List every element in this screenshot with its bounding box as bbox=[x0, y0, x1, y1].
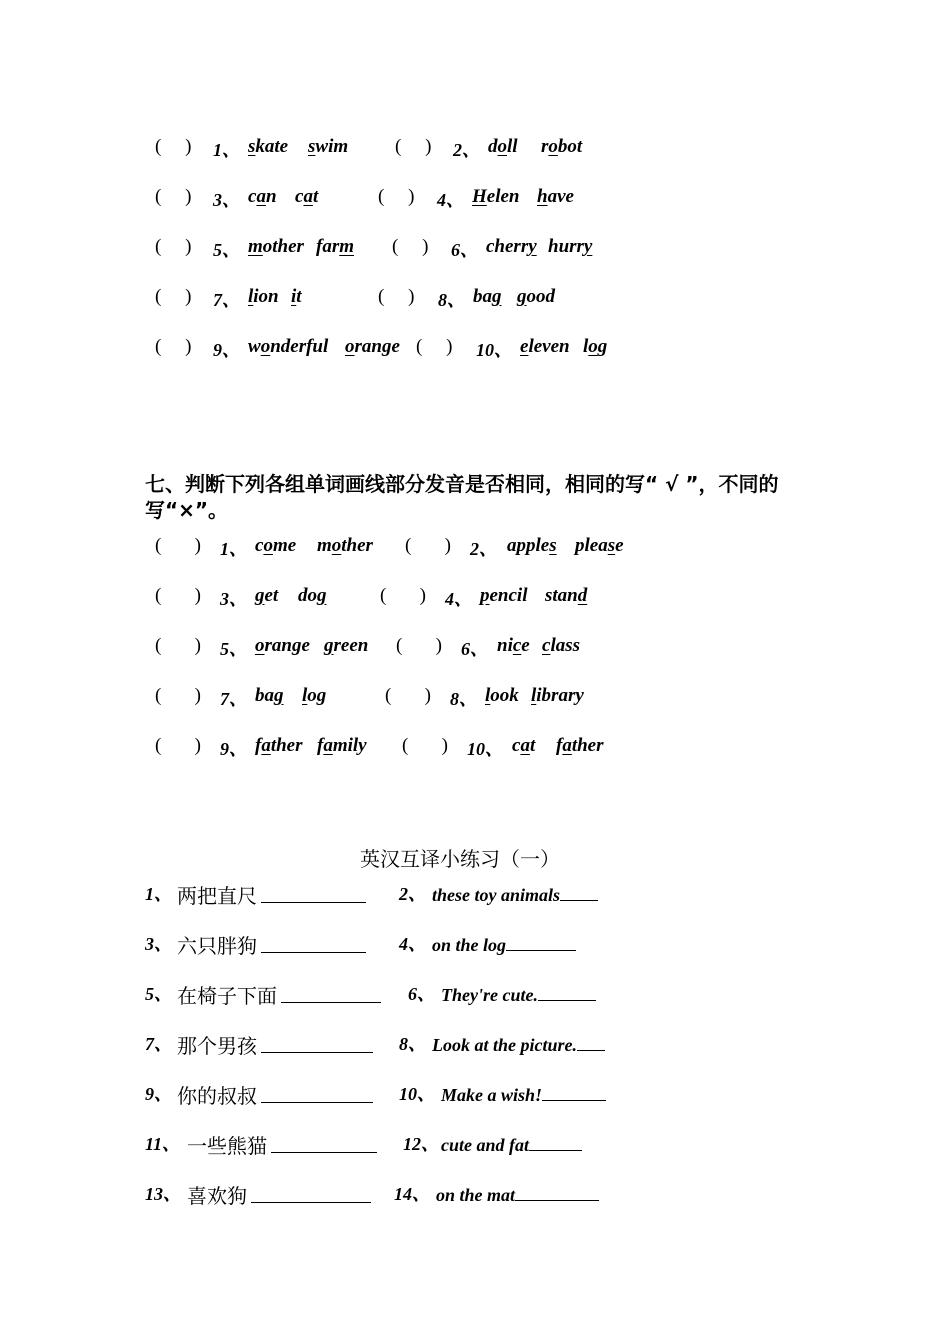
answer-parentheses[interactable]: ( ) bbox=[385, 685, 431, 706]
exercise-item bbox=[0, 535, 950, 565]
word-1: wonderful bbox=[248, 336, 329, 357]
prompt-text: 喜欢狗 bbox=[187, 1180, 371, 1209]
answer-parentheses[interactable]: ( ) bbox=[155, 236, 192, 257]
underlined-letters: a bbox=[562, 735, 572, 756]
underlined-letters: h bbox=[537, 186, 548, 207]
item-number: 10、 bbox=[476, 340, 512, 360]
word-2: please bbox=[575, 535, 624, 556]
underlined-letters: g bbox=[274, 685, 284, 706]
word-1: get bbox=[255, 585, 279, 606]
answer-parentheses[interactable]: ( ) bbox=[392, 236, 429, 257]
word-1: bag bbox=[473, 286, 502, 307]
underlined-letters: o bbox=[263, 535, 273, 556]
prompt-text: on the mat bbox=[436, 1180, 599, 1206]
word-1: bag bbox=[255, 685, 284, 706]
prompt-text: on the log bbox=[432, 930, 576, 956]
underlined-letters: e bbox=[520, 336, 529, 357]
answer-blank[interactable] bbox=[538, 980, 596, 1001]
answer-parentheses[interactable]: ( ) bbox=[155, 585, 201, 606]
item-number: 5、 bbox=[213, 240, 240, 260]
answer-parentheses[interactable]: ( ) bbox=[155, 286, 192, 307]
underlined-letters: s bbox=[248, 136, 256, 157]
answer-parentheses[interactable]: ( ) bbox=[155, 735, 201, 756]
underlined-letters: o bbox=[260, 336, 271, 357]
item-number: 7、 bbox=[220, 689, 247, 709]
exercise-item bbox=[0, 136, 950, 166]
translation-item bbox=[0, 880, 950, 912]
prompt-text: Make a wish! bbox=[441, 1080, 606, 1106]
underlined-letters: a bbox=[303, 186, 313, 207]
item-number: 9、 bbox=[213, 340, 240, 360]
word-2: family bbox=[317, 735, 367, 756]
answer-blank[interactable] bbox=[542, 1080, 606, 1101]
word-2: father bbox=[556, 735, 604, 756]
word-1: look bbox=[485, 685, 519, 706]
word-2: swim bbox=[308, 136, 349, 157]
underlined-letters: o bbox=[497, 136, 507, 157]
underlined-letters: y bbox=[528, 236, 537, 257]
item-number: 6、 bbox=[408, 984, 435, 1004]
item-number: 12、 bbox=[403, 1134, 439, 1154]
translation-item bbox=[0, 1080, 950, 1112]
item-number: 6、 bbox=[461, 639, 488, 659]
word-2: log bbox=[583, 336, 608, 357]
item-number: 4、 bbox=[437, 190, 464, 210]
underlined-letters: o bbox=[548, 136, 558, 157]
word-2: robot bbox=[541, 136, 583, 157]
answer-blank[interactable] bbox=[515, 1180, 599, 1201]
item-number: 10、 bbox=[467, 739, 503, 759]
word-1: apples bbox=[507, 535, 557, 556]
word-1: orange bbox=[255, 635, 310, 656]
word-1: mother bbox=[248, 236, 304, 257]
prompt-text: these toy animals bbox=[432, 880, 598, 906]
answer-blank[interactable] bbox=[560, 880, 598, 901]
underlined-letters: o bbox=[345, 336, 355, 357]
underlined-letters: a bbox=[520, 735, 530, 756]
answer-blank[interactable] bbox=[506, 930, 576, 951]
translation-item bbox=[0, 1030, 950, 1062]
underlined-letters: o bbox=[588, 336, 598, 357]
item-number: 5、 bbox=[145, 984, 172, 1004]
prompt-text: 你的叔叔 bbox=[177, 1080, 373, 1109]
underlined-letters: y bbox=[583, 236, 593, 257]
word-1: skate bbox=[248, 136, 289, 157]
underlined-letters: m bbox=[339, 236, 355, 257]
word-1: cherry bbox=[486, 236, 537, 257]
prompt-text: 一些熊猫 bbox=[187, 1130, 377, 1159]
underlined-letters: g bbox=[324, 635, 334, 656]
word-2: orange bbox=[345, 336, 400, 357]
item-number: 13、 bbox=[145, 1184, 181, 1204]
underlined-letters: o bbox=[331, 535, 342, 556]
exercise-item bbox=[0, 286, 950, 316]
item-number: 1、 bbox=[220, 539, 247, 559]
word-2: class bbox=[542, 635, 581, 656]
word-2: log bbox=[302, 685, 327, 706]
word-2: it bbox=[291, 286, 302, 307]
word-1: Helen bbox=[472, 186, 520, 207]
underlined-letters: c bbox=[512, 635, 522, 656]
word-2: green bbox=[324, 635, 369, 656]
exercise-item bbox=[0, 336, 950, 366]
item-number: 6、 bbox=[451, 240, 478, 260]
answer-parentheses[interactable]: ( ) bbox=[416, 336, 453, 357]
item-number: 4、 bbox=[399, 934, 426, 954]
word-1: eleven bbox=[520, 336, 570, 357]
answer-parentheses[interactable]: ( ) bbox=[405, 535, 451, 556]
prompt-text: 六只胖狗 bbox=[177, 930, 366, 959]
item-number: 11、 bbox=[145, 1134, 181, 1154]
section-7-title: 七、判断下列各组单词画线部分发音是否相同，相同的写“ √ ”，不同的写“×”。 bbox=[145, 472, 779, 522]
word-2: have bbox=[537, 186, 574, 207]
word-2: good bbox=[517, 286, 555, 307]
underlined-letters: g bbox=[317, 585, 327, 606]
underlined-letters: s bbox=[549, 535, 557, 556]
item-number: 9、 bbox=[220, 739, 247, 759]
answer-parentheses[interactable]: ( ) bbox=[155, 336, 192, 357]
answer-parentheses[interactable]: ( ) bbox=[155, 535, 201, 556]
underlined-letters: g bbox=[492, 286, 502, 307]
translation-item bbox=[0, 1180, 950, 1212]
word-2: stand bbox=[545, 585, 588, 606]
word-1: doll bbox=[488, 136, 518, 157]
item-number: 8、 bbox=[450, 689, 477, 709]
translation-item bbox=[0, 930, 950, 962]
word-2: hurry bbox=[548, 236, 593, 257]
word-1: cat bbox=[512, 735, 536, 756]
underlined-letters: l bbox=[248, 286, 254, 307]
underlined-letters: H bbox=[472, 186, 487, 207]
item-number: 4、 bbox=[445, 589, 472, 609]
item-number: 1、 bbox=[145, 884, 172, 904]
underlined-letters: d bbox=[577, 585, 588, 606]
underlined-letters: o bbox=[255, 635, 265, 656]
word-2: farm bbox=[316, 236, 355, 257]
underlined-letters: a bbox=[256, 186, 266, 207]
item-number: 9、 bbox=[145, 1084, 172, 1104]
item-number: 3、 bbox=[145, 934, 172, 954]
answer-parentheses[interactable]: ( ) bbox=[378, 286, 415, 307]
item-number: 1、 bbox=[213, 140, 240, 160]
word-2: library bbox=[531, 685, 584, 706]
underlined-letters: a bbox=[323, 735, 333, 756]
underlined-letters: a bbox=[261, 735, 271, 756]
exercise-item bbox=[0, 186, 950, 216]
underlined-letters: g bbox=[517, 286, 527, 307]
exercise-item bbox=[0, 236, 950, 266]
prompt-text: 在椅子下面 bbox=[177, 980, 381, 1009]
item-number: 7、 bbox=[145, 1034, 172, 1054]
underlined-letters: l bbox=[485, 685, 491, 706]
underlined-letters: l bbox=[531, 685, 537, 706]
prompt-text: Look at the picture. bbox=[432, 1030, 605, 1056]
answer-parentheses[interactable]: ( ) bbox=[396, 635, 442, 656]
item-number: 2、 bbox=[453, 140, 480, 160]
item-number: 2、 bbox=[470, 539, 497, 559]
answer-blank[interactable] bbox=[529, 1130, 582, 1151]
underlined-letters: s bbox=[308, 136, 316, 157]
underlined-letters: l bbox=[302, 685, 308, 706]
answer-parentheses[interactable]: ( ) bbox=[155, 685, 201, 706]
translation-item bbox=[0, 980, 950, 1012]
word-2: dog bbox=[298, 585, 327, 606]
word-1: lion bbox=[248, 286, 279, 307]
answer-blank[interactable] bbox=[577, 1030, 605, 1051]
underlined-letters: c bbox=[542, 635, 551, 656]
item-number: 8、 bbox=[438, 290, 465, 310]
item-number: 3、 bbox=[213, 190, 240, 210]
word-1: father bbox=[255, 735, 303, 756]
item-number: 14、 bbox=[394, 1184, 430, 1204]
prompt-text: 那个男孩 bbox=[177, 1030, 373, 1059]
item-number: 2、 bbox=[399, 884, 426, 904]
underlined-letters: p bbox=[480, 585, 490, 606]
underlined-letters: i bbox=[291, 286, 297, 307]
prompt-text: 两把直尺 bbox=[177, 880, 366, 909]
underlined-letters: g bbox=[255, 585, 265, 606]
answer-parentheses[interactable]: ( ) bbox=[395, 136, 432, 157]
item-number: 5、 bbox=[220, 639, 247, 659]
word-2: mother bbox=[317, 535, 373, 556]
exercise-item bbox=[0, 585, 950, 615]
item-number: 3、 bbox=[220, 589, 247, 609]
answer-parentheses[interactable]: ( ) bbox=[155, 635, 201, 656]
translation-item bbox=[0, 1130, 950, 1162]
prompt-text: cute and fat bbox=[441, 1130, 582, 1156]
word-1: nice bbox=[497, 635, 530, 656]
exercise-item bbox=[0, 635, 950, 665]
word-1: come bbox=[255, 535, 297, 556]
answer-parentheses[interactable]: ( ) bbox=[155, 186, 192, 207]
answer-parentheses[interactable]: ( ) bbox=[380, 585, 426, 606]
answer-parentheses[interactable]: ( ) bbox=[378, 186, 415, 207]
underlined-letters: m bbox=[248, 236, 263, 257]
translation-heading: 英汉互译小练习（一） bbox=[360, 847, 560, 871]
word-1: can bbox=[248, 186, 277, 207]
exercise-item bbox=[0, 685, 950, 715]
word-1: pencil bbox=[480, 585, 528, 606]
exercise-item bbox=[0, 735, 950, 765]
word-2: cat bbox=[295, 186, 319, 207]
item-number: 10、 bbox=[399, 1084, 435, 1104]
underlined-letters: s bbox=[607, 535, 616, 556]
item-number: 7、 bbox=[213, 290, 240, 310]
prompt-text: They're cute. bbox=[441, 980, 596, 1006]
answer-parentheses[interactable]: ( ) bbox=[155, 136, 192, 157]
answer-parentheses[interactable]: ( ) bbox=[402, 735, 448, 756]
item-number: 8、 bbox=[399, 1034, 426, 1054]
